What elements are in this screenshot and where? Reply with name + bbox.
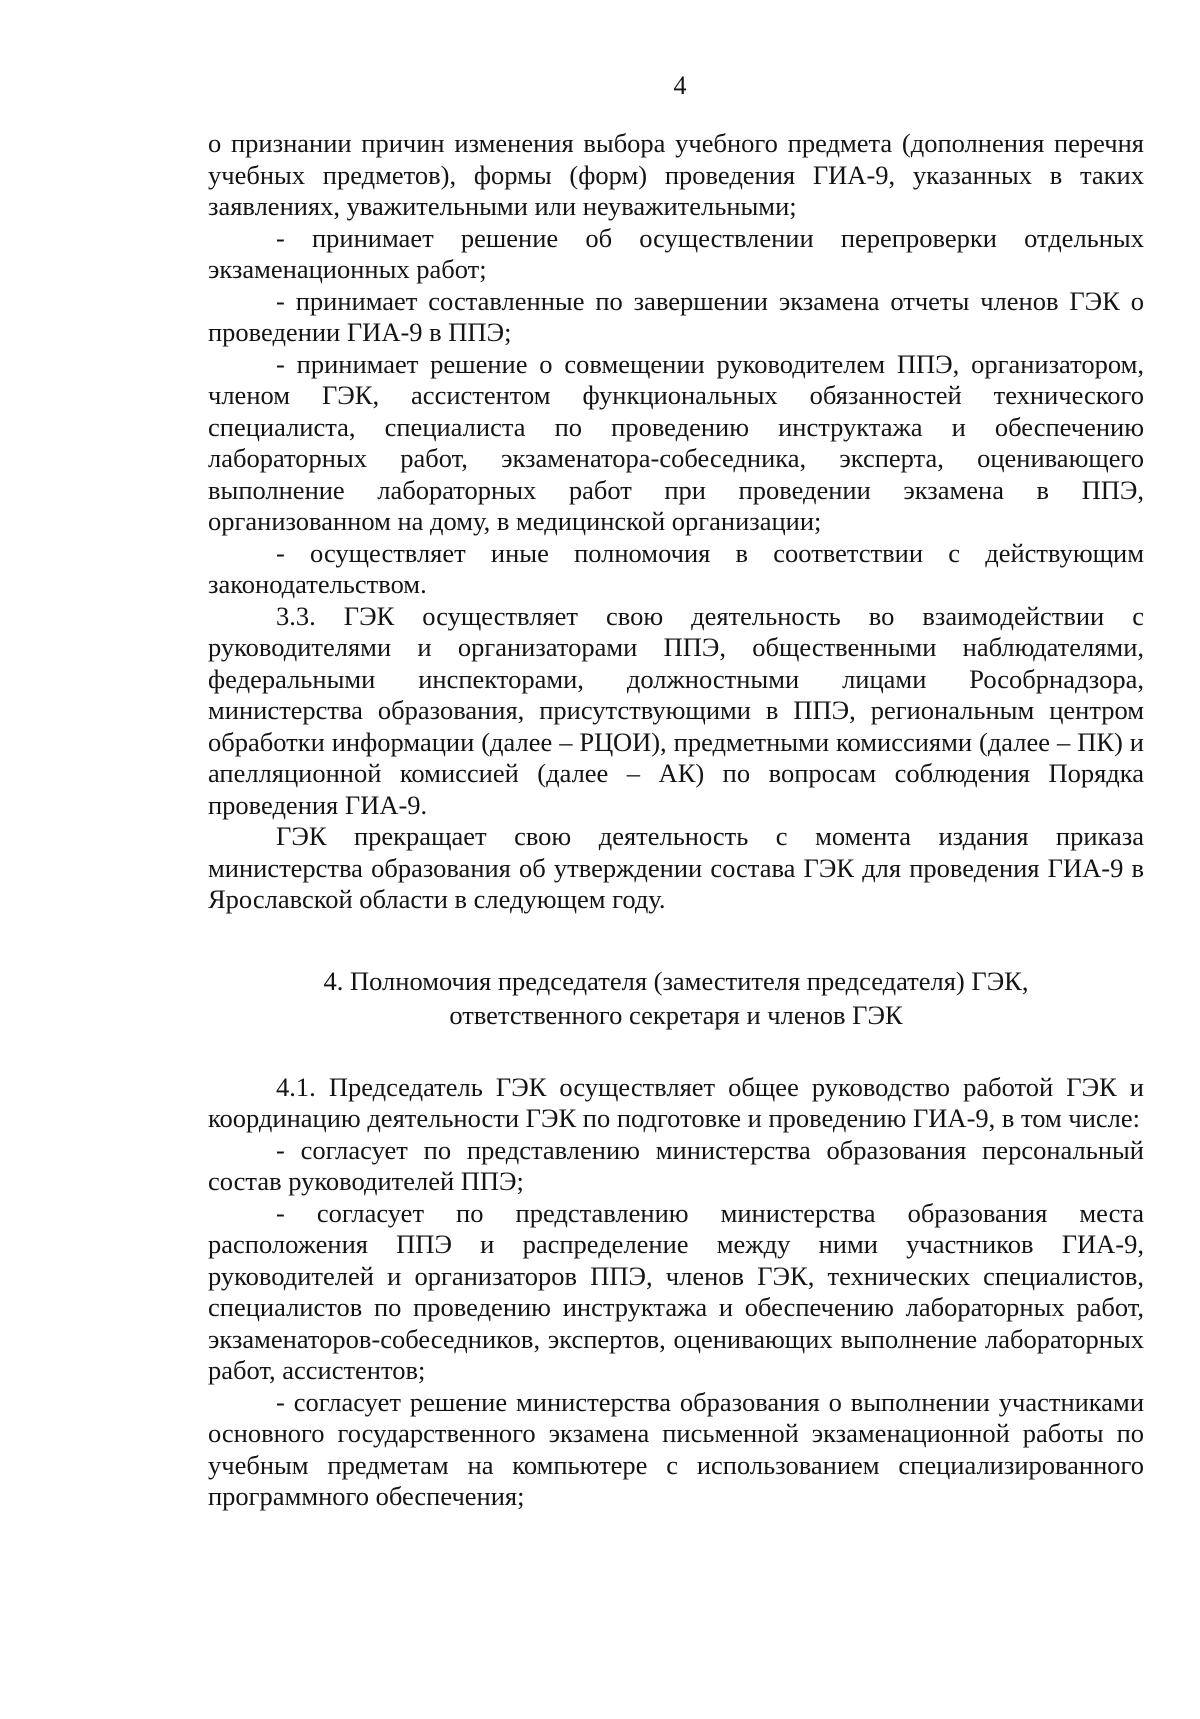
list-item: - принимает решение о совмещении руководителем ППЭ, организатором, членом ГЭК, ассистентом функциональных обязанностей технического специалиста, специалиста по проведению инструктажа и обеспечению лабораторных работ, экзаменатора-собеседника, эксперта, оценивающего выполнение лабораторных работ при проведении экзамена в ППЭ, организованном на дому, в медицинской организации;	[208, 348, 1144, 536]
section-heading	[208, 964, 1144, 1032]
list-item: - принимает составленные по завершении экзамена отчеты членов ГЭК о проведении ГИА-9 в ППЭ;	[208, 285, 1144, 347]
section-heading-line: ответственного секретаря и членов ГЭК	[449, 999, 903, 1030]
paragraph: 4.1. Председатель ГЭК осуществляет общее руководство работой ГЭК и координацию деятельности ГЭК по подготовке и проведению ГИА-9, в том числе:	[208, 1071, 1144, 1133]
list-item: - согласует решение министерства образования о выполнении участниками основного государственного экзамена письменной экзаменационной работы по учебным предметам на компьютере с использованием специализированного программного обеспечения;	[208, 1386, 1144, 1511]
list-item: - согласует по представлению министерства образования персональный состав руководителей ППЭ;	[208, 1134, 1144, 1196]
list-item: - осуществляет иные полномочия в соответствии с действующим законодательством.	[208, 537, 1144, 599]
list-item: - принимает решение об осуществлении перепроверки отдельных экзаменационных работ;	[208, 222, 1144, 284]
paragraph: о признании причин изменения выбора учебного предмета (дополнения перечня учебных предметов), формы (форм) проведения ГИА-9, указанных в таких заявлениях, уважительными или неуважительными;	[208, 128, 1144, 221]
section-heading-line: 4. Полномочия председателя (заместителя председателя) ГЭК,	[323, 965, 1029, 996]
list-item: - согласует по представлению министерства образования места расположения ППЭ и распределение между ними участников ГИА-9, руководителей и организаторов ППЭ, членов ГЭК, технических специалистов, специалистов по проведению инструктажа и обеспечению лабораторных работ, экзаменаторов-собеседников, экспертов, оценивающих выполнение лабораторных работ, ассистентов;	[208, 1197, 1144, 1385]
paragraph: 3.3. ГЭК осуществляет свою деятельность во взаимодействии с руководителями и организаторами ППЭ, общественными наблюдателями, федеральными инспекторами, должностными лицами Рособрнадзора, министерства образования, присутствующими в ППЭ, региональным центром обработки информации (далее – РЦОИ), предметными комиссиями (далее – ПК) и апелляционной комиссией (далее – АК) по вопросам соблюдения Порядка проведения ГИА-9.	[208, 600, 1144, 820]
document-body	[208, 128, 1144, 1513]
page-number: 4	[673, 71, 687, 100]
paragraph: ГЭК прекращает свою деятельность с момента издания приказа министерства образования об утверждении состава ГЭК для проведения ГИА-9 в Ярославской области в следующем году.	[208, 821, 1144, 914]
